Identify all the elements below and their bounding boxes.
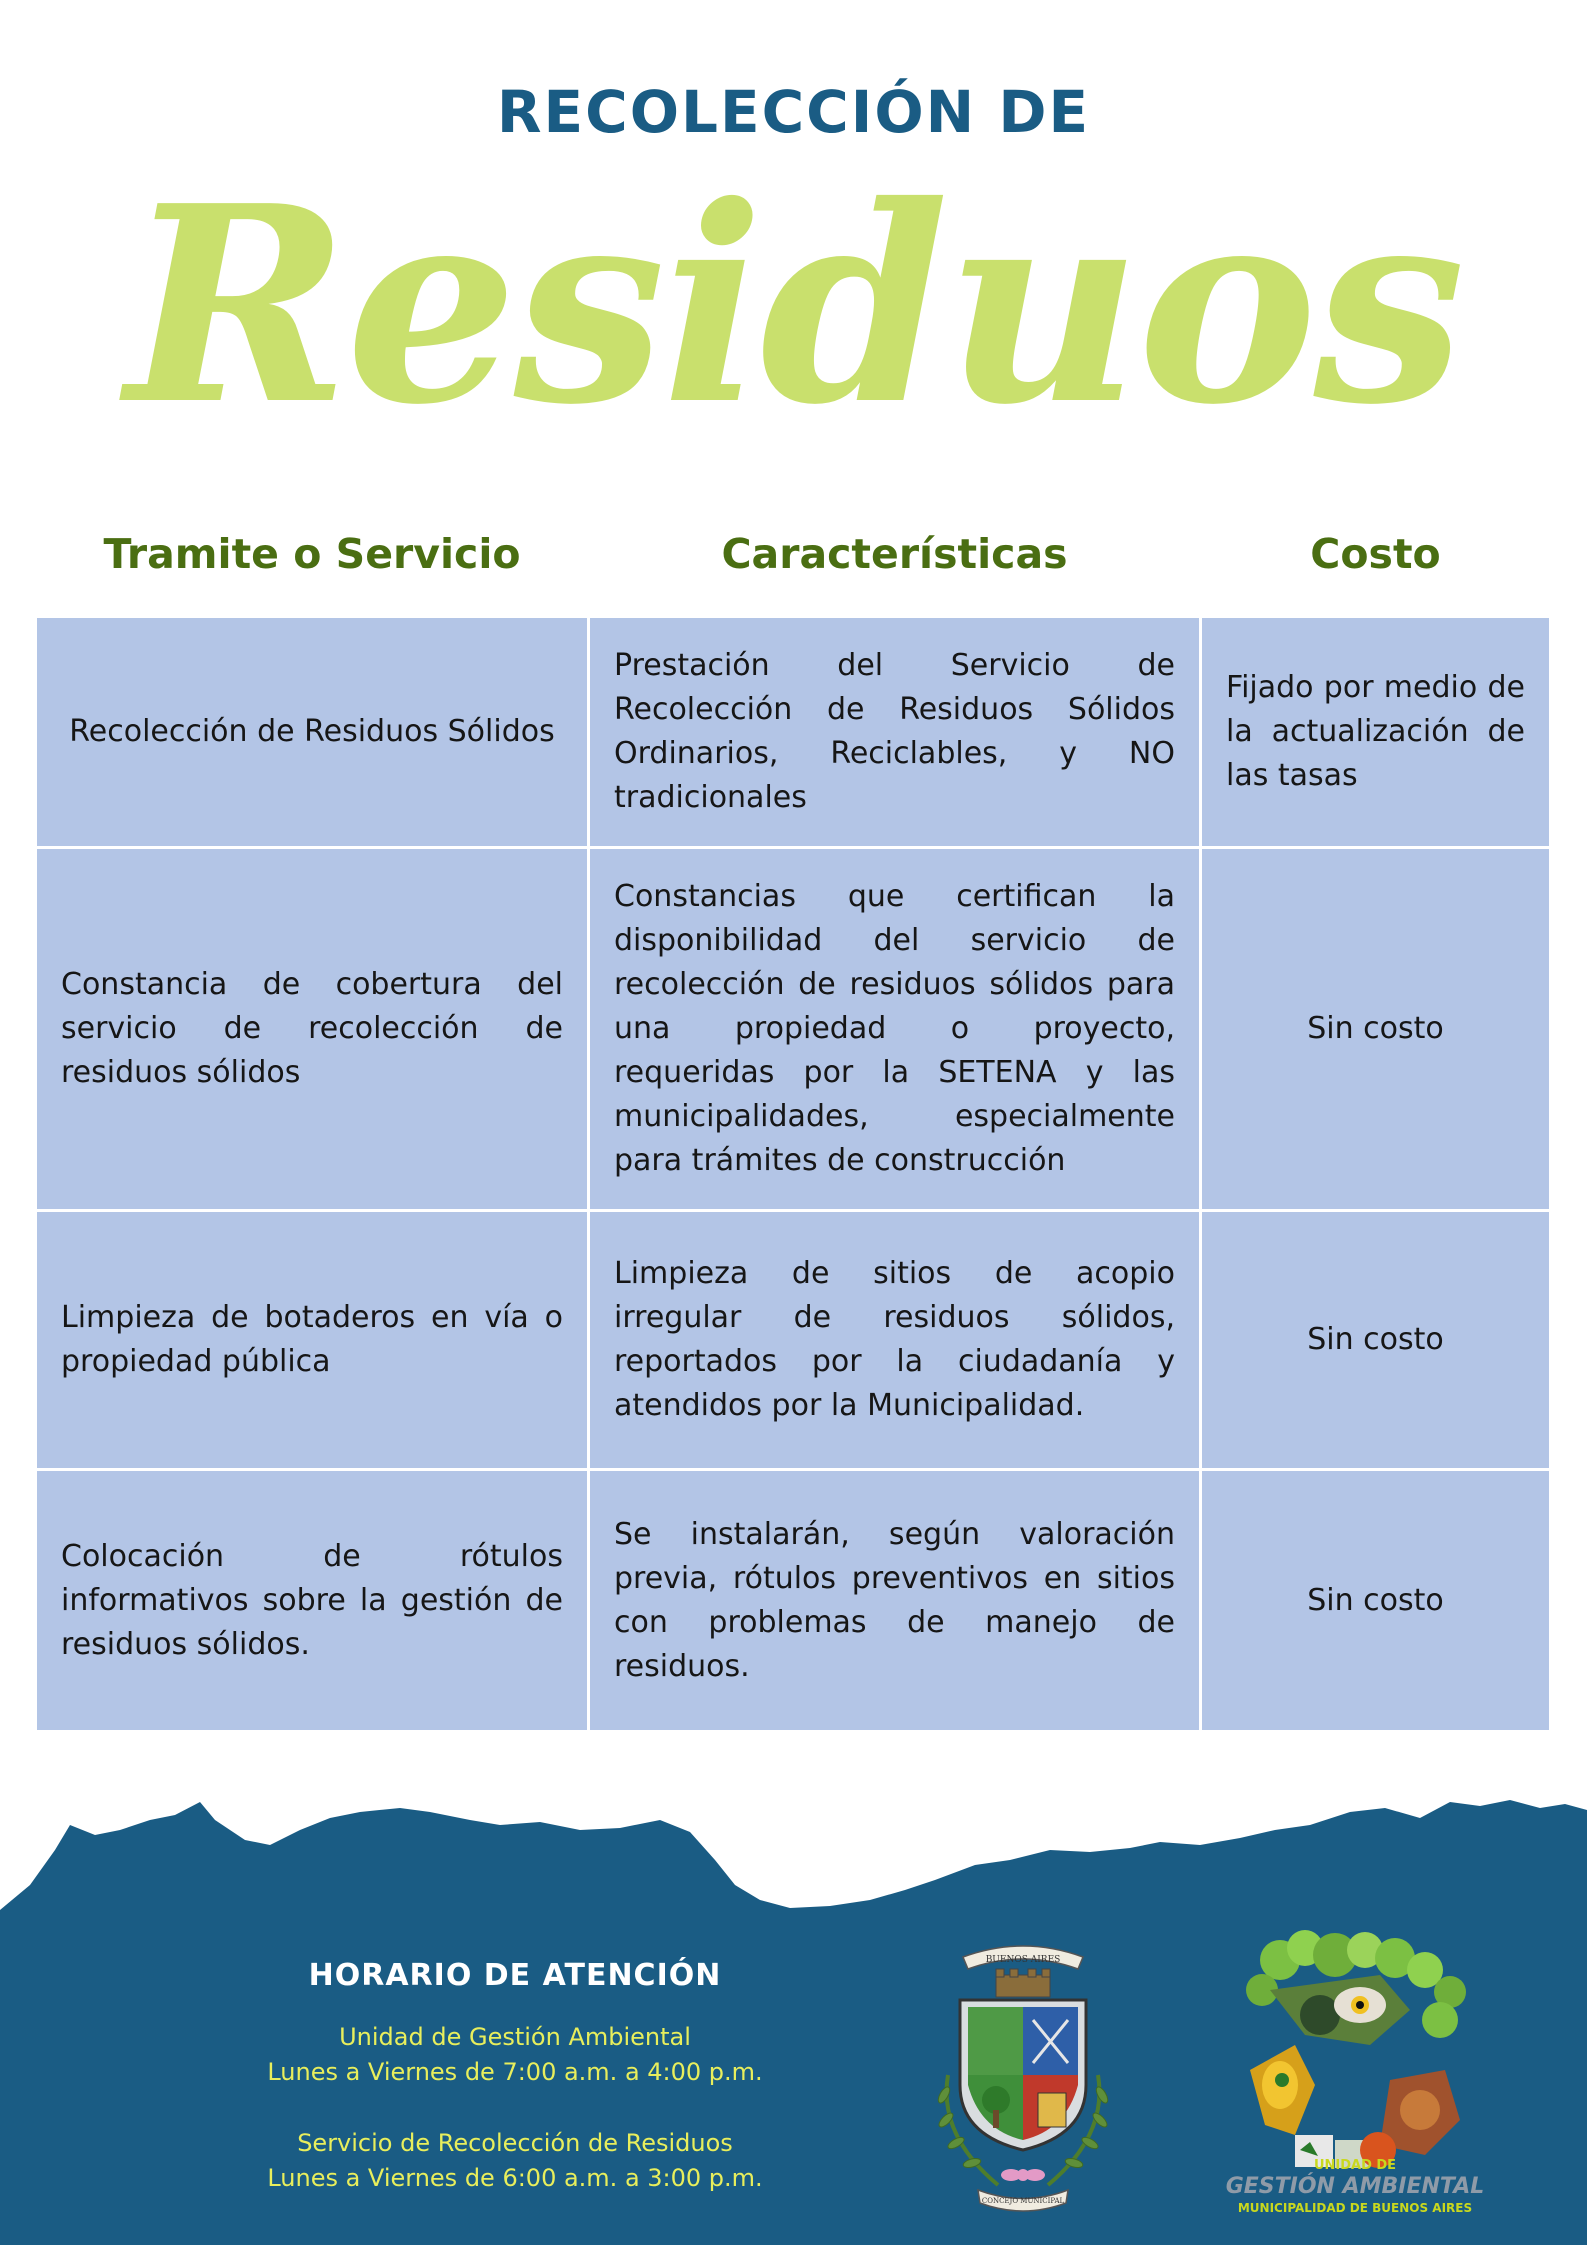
services-table	[37, 618, 1549, 1730]
table-cell-features: Prestación del Servicio de Recolección de Residuos Sólidos Ordinarios, Reciclables, y NO tradicionales	[590, 618, 1199, 846]
horario-line: Servicio de Recolección de Residuos	[297, 2129, 733, 2157]
uga-logo-text-2: GESTIÓN AMBIENTAL	[1225, 2174, 1485, 2199]
uga-logo-text-3: MUNICIPALIDAD DE BUENOS AIRES	[1237, 2201, 1473, 2215]
horario-title: HORARIO DE ATENCIÓN	[308, 1958, 722, 1993]
table-cell-features: Constancias que certifican la disponibilidad del servicio de recolección de residuos sólidos para una propiedad o proyecto, requeridas por la SETENA y las municipalidades, especialmente para trámites de construcción	[590, 849, 1199, 1209]
horario-line: Lunes a Viernes de 6:00 a.m. a 3:00 p.m.	[267, 2164, 763, 2192]
table-cell-cost: Fijado por medio de la actualización de las tasas	[1202, 618, 1549, 846]
coat-of-arms-logo	[918, 1935, 1128, 2220]
horario-line: Lunes a Viernes de 7:00 a.m. a 4:00 p.m.	[267, 2058, 763, 2086]
table-cell-cost: Sin costo	[1202, 1471, 1549, 1730]
table-cell-cost: Sin costo	[1202, 849, 1549, 1209]
column-header-features: Características	[721, 530, 1068, 578]
crest-banner-top: BUENOS AIRES	[985, 1955, 1061, 1965]
table-cell-cost: Sin costo	[1202, 1212, 1549, 1468]
column-header-service: Tramite o Servicio	[103, 530, 521, 578]
title-top: RECOLECCIÓN DE	[496, 78, 1091, 146]
crest-banner-bottom: CONCEJO MUNICIPAL	[981, 2197, 1065, 2205]
uga-logo-text-1: UNIDAD DE	[1313, 2158, 1397, 2173]
table-cell-service: Limpieza de botaderos en vía o propiedad pública	[37, 1212, 587, 1468]
title-script: Residuos	[125, 146, 1462, 464]
table-cell-service: Colocación de rótulos informativos sobre la gestión de residuos sólidos.	[37, 1471, 587, 1730]
table-cell-features: Se instalarán, según valoración previa, rótulos preventivos en sitios con problemas de manejo de residuos.	[590, 1471, 1199, 1730]
table-cell-features: Limpieza de sitios de acopio irregular de residuos sólidos, reportados por la ciudadanía y atendidos por la Municipalidad.	[590, 1212, 1199, 1468]
table-cell-service: Recolección de Residuos Sólidos	[37, 618, 587, 846]
table-cell-service: Constancia de cobertura del servicio de recolección de residuos sólidos	[37, 849, 587, 1209]
horario-line: Unidad de Gestión Ambiental	[339, 2023, 691, 2051]
column-header-cost: Costo	[1310, 530, 1441, 578]
